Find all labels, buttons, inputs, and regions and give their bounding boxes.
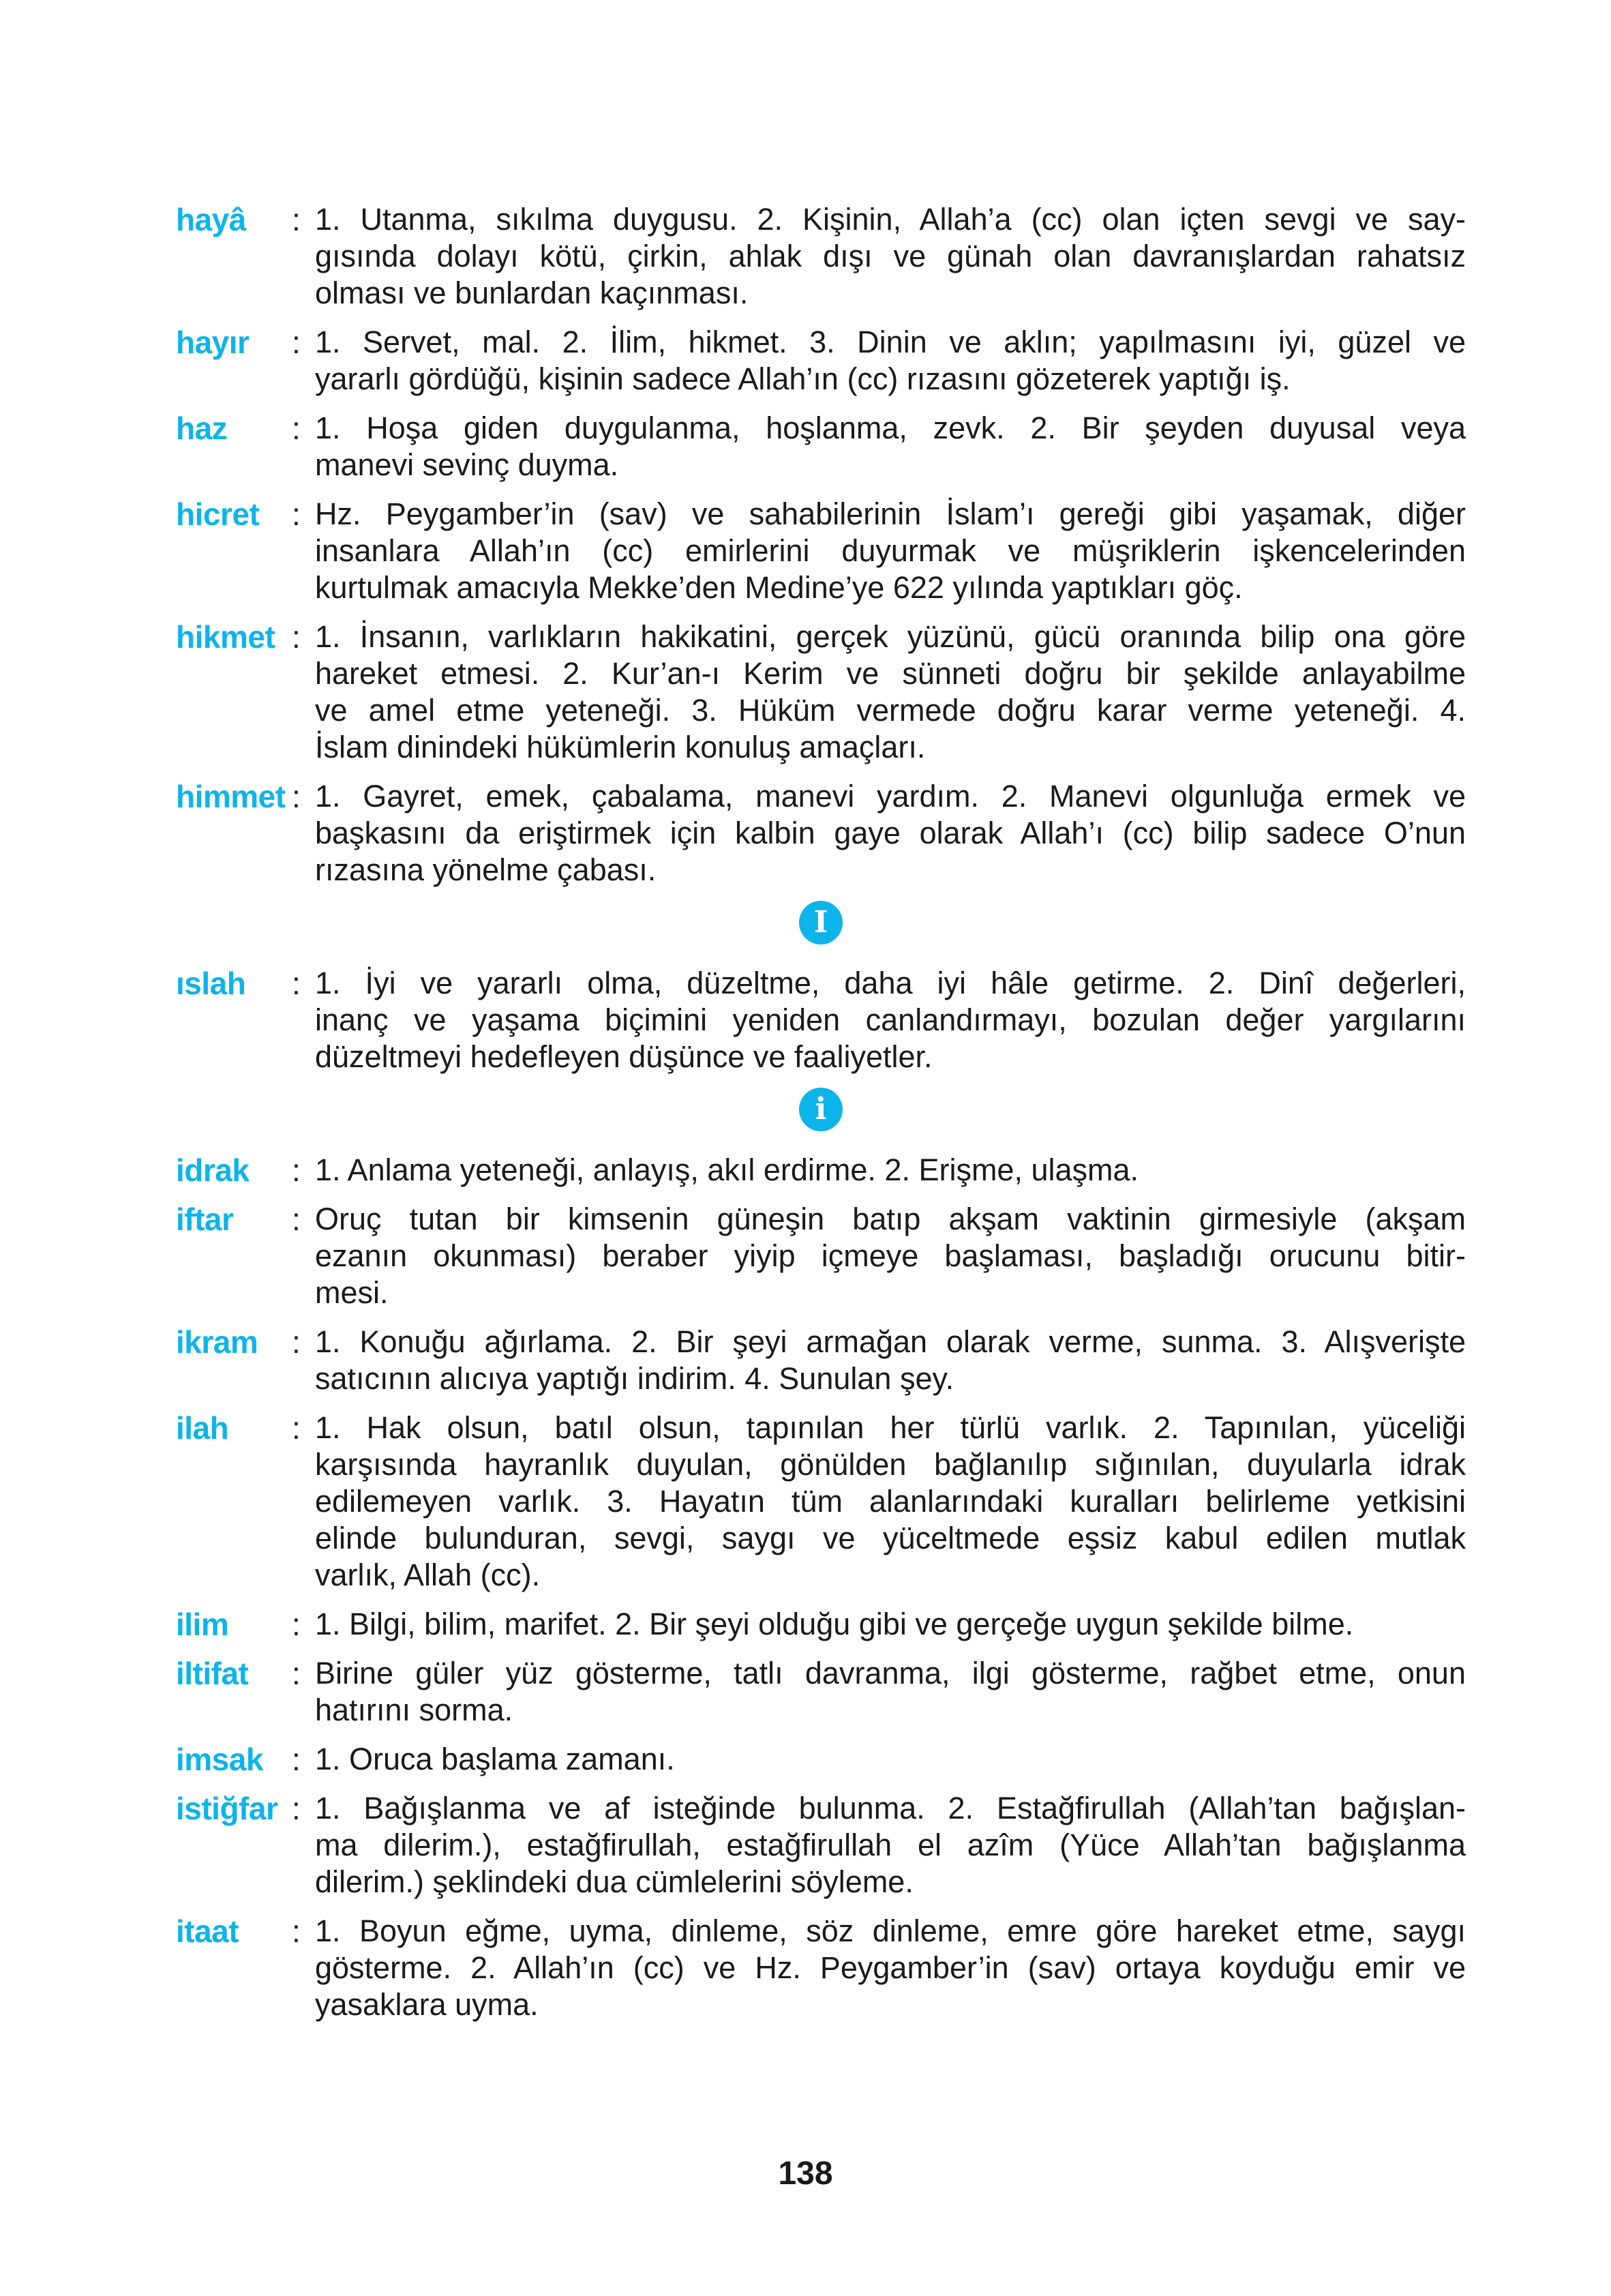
glossary-definition — [315, 1606, 1466, 1643]
term-separator: : — [292, 325, 301, 360]
glossary-definition — [315, 1790, 1466, 1900]
definition-line: gısında dolayı kötü, çirkin, ahlak dışı ve günah olan davranışlardan rahatsız — [315, 239, 1466, 273]
definition-line: karşısında hayranlık duyulan, gönülden bağlanılıp sığınılan, duyularla idrak — [315, 1447, 1466, 1482]
term-separator: : — [292, 1324, 301, 1360]
definition-line: hareket etmesi. 2. Kur’an-ı Kerim ve sünneti doğru bir şekilde anlayabilme — [315, 656, 1466, 691]
glossary-term: imsak — [176, 1742, 263, 1777]
term-separator: : — [292, 1152, 301, 1188]
definition-line: İslam dinindeki hükümlerin konuluş amaçları. — [315, 730, 926, 764]
letter-section-marker — [176, 901, 1466, 944]
glossary-term: iltifat — [176, 1656, 249, 1691]
glossary-entry — [176, 324, 1466, 398]
glossary-term: hicret — [176, 496, 260, 532]
definition-line: ve amel etme yeteneği. 3. Hüküm vermede doğru karar verme yeteneği. 4. — [315, 693, 1466, 728]
term-separator: : — [292, 1913, 301, 1949]
definition-line: 1. Konuğu ağırlama. 2. Bir şeyi armağan olarak verme, sunma. 3. Alışverişte — [315, 1324, 1466, 1359]
glossary-definition — [315, 1201, 1466, 1311]
definition-line: Oruç tutan bir kimsenin güneşin batıp akşam vaktinin girmesiyle (akşam — [315, 1202, 1466, 1236]
glossary-definition — [315, 965, 1466, 1075]
glossary-entry — [176, 618, 1466, 766]
glossary-definition — [315, 618, 1466, 766]
definition-line: insanlara Allah’ın (cc) emirlerini duyurmak ve müşriklerin işkencelerinden — [315, 533, 1466, 568]
definition-line: 1. Boyun eğme, uyma, dinleme, söz dinleme, emre göre hareket etme, saygı — [315, 1913, 1466, 1948]
term-separator: : — [292, 779, 301, 814]
glossary-term: idrak — [176, 1152, 250, 1188]
definition-line: kurtulmak amacıyla Mekke’den Medine’ye 622 yılında yaptıkları göç. — [315, 570, 1243, 605]
term-separator: : — [292, 966, 301, 1001]
term-separator: : — [292, 1656, 301, 1691]
glossary-term: ilah — [176, 1410, 229, 1446]
definition-line: edilemeyen varlık. 3. Hayatın tüm alanlarındaki kuralları belirleme yetkisini — [315, 1484, 1466, 1519]
term-separator: : — [292, 496, 301, 532]
glossary-definition — [315, 324, 1466, 398]
glossary-term: himmet — [176, 779, 286, 814]
glossary-entry — [176, 1913, 1466, 2023]
term-separator: : — [292, 619, 301, 655]
term-separator: : — [292, 202, 301, 237]
glossary-term: hayır — [176, 325, 250, 360]
definition-line: 1. Oruca başlama zamanı. — [315, 1742, 675, 1776]
definition-line: 1. Bilgi, bilim, marifet. 2. Bir şeyi olduğu gibi ve gerçeğe uygun şekilde bilme. — [315, 1607, 1354, 1641]
glossary-definition — [315, 778, 1466, 889]
term-separator: : — [292, 411, 301, 446]
definition-line: rızasına yönelme çabası. — [315, 852, 657, 887]
glossary-entry — [176, 1741, 1466, 1778]
glossary-term: ilim — [176, 1607, 229, 1642]
glossary-entry — [176, 1201, 1466, 1311]
glossary-entry — [176, 1152, 1466, 1189]
definition-line: 1. Gayret, emek, çabalama, manevi yardım. 2. Manevi olgunluğa ermek ve — [315, 779, 1466, 814]
definition-line: ezanın okunması) beraber yiyip içmeye başlaması, başladığı orucunu bitir- — [315, 1238, 1466, 1273]
definition-line: manevi sevinç duyma. — [315, 447, 619, 482]
glossary-term: haz — [176, 411, 228, 446]
definition-line: inanç ve yaşama biçimini yeniden canlandırmayı, bozulan değer yargılarını — [315, 1002, 1466, 1037]
definition-line: ma dilerim.), estağfirullah, estağfirullah el azîm (Yüce Allah’tan bağışlanma — [315, 1828, 1466, 1862]
definition-line: 1. Servet, mal. 2. İlim, hikmet. 3. Dinin ve aklın; yapılmasını iyi, güzel ve — [315, 325, 1466, 359]
glossary-entry — [176, 1655, 1466, 1729]
glossary-term: hayâ — [176, 202, 246, 237]
term-separator: : — [292, 1607, 301, 1642]
definition-line: düzeltmeyi hedefleyen düşünce ve faaliyetler. — [315, 1039, 933, 1074]
definition-line: 1. İyi ve yararlı olma, düzeltme, daha iyi hâle getirme. 2. Dinî değerleri, — [315, 966, 1466, 1000]
definition-line: mesi. — [315, 1275, 389, 1310]
letter-circle-icon: i — [799, 1088, 843, 1131]
glossary-entry — [176, 1324, 1466, 1397]
glossary-term: ıslah — [176, 966, 246, 1001]
glossary-entry — [176, 1606, 1466, 1643]
definition-line: başkasını da eriştirmek için kalbin gaye olarak Allah’ı (cc) bilip sadece O’nun — [315, 816, 1466, 850]
glossary-entry — [176, 496, 1466, 606]
glossary-definition — [315, 1410, 1466, 1594]
glossary-definition — [315, 1152, 1466, 1189]
glossary-term: ikram — [176, 1324, 258, 1360]
glossary-term: itaat — [176, 1913, 239, 1949]
glossary-definition — [315, 496, 1466, 606]
term-separator: : — [292, 1742, 301, 1777]
definition-line: yararlı gördüğü, kişinin sadece Allah’ın (cc) rızasını gözeterek yaptığı iş. — [315, 361, 1291, 396]
glossary-term: iftar — [176, 1202, 234, 1237]
term-separator: : — [292, 1202, 301, 1237]
glossary-definition — [315, 1741, 1466, 1778]
definition-line: 1. Hak olsun, batıl olsun, tapınılan her türlü varlık. 2. Tapınılan, yüceliği — [315, 1410, 1466, 1445]
definition-line: 1. Anlama yeteneği, anlayış, akıl erdirme. 2. Erişme, ulaşma. — [315, 1152, 1139, 1187]
glossary-definition — [315, 1655, 1466, 1729]
definition-line: dilerim.) şeklindeki dua cümlelerini söyleme. — [315, 1864, 914, 1899]
term-separator: : — [292, 1410, 301, 1446]
glossary-definition — [315, 410, 1466, 483]
letter-circle-icon: I — [799, 901, 843, 944]
page-number: 138 — [778, 2156, 833, 2192]
definition-line: elinde bulunduran, sevgi, saygı ve yüceltmede eşsiz kabul edilen mutlak — [315, 1521, 1466, 1555]
glossary-entry — [176, 410, 1466, 483]
definition-line: Birine güler yüz gösterme, tatlı davranma, ilgi gösterme, rağbet etme, onun — [315, 1656, 1466, 1690]
glossary-definition — [315, 201, 1466, 312]
definition-line: varlık, Allah (cc). — [315, 1557, 541, 1592]
definition-line: Hz. Peygamber’in (sav) ve sahabilerinin İslam’ı gereği gibi yaşamak, diğer — [315, 496, 1466, 531]
glossary-term: istiğfar — [176, 1791, 278, 1826]
definition-line: yasaklara uyma. — [315, 1987, 539, 2022]
glossary-list — [176, 201, 1466, 2036]
glossary-entry — [176, 1410, 1466, 1594]
glossary-definition — [315, 1324, 1466, 1397]
definition-line: gösterme. 2. Allah’ın (cc) ve Hz. Peygamber’in (sav) ortaya koyduğu emir ve — [315, 1950, 1466, 1985]
letter-section-marker — [176, 1088, 1466, 1131]
definition-line: hatırını sorma. — [315, 1693, 513, 1727]
glossary-entry — [176, 1790, 1466, 1900]
definition-line: satıcının alıcıya yaptığı indirim. 4. Sunulan şey. — [315, 1361, 954, 1396]
term-separator: : — [292, 1791, 301, 1826]
glossary-term: hikmet — [176, 619, 275, 655]
definition-line: 1. Utanma, sıkılma duygusu. 2. Kişinin, Allah’a (cc) olan içten sevgi ve say- — [315, 202, 1466, 237]
definition-line: 1. Bağışlanma ve af isteğinde bulunma. 2. Estağfirullah (Allah’tan bağışlan- — [315, 1791, 1466, 1825]
glossary-entry — [176, 778, 1466, 889]
glossary-entry — [176, 965, 1466, 1075]
glossary-definition — [315, 1913, 1466, 2023]
definition-line: 1. İnsanın, varlıkların hakikatini, gerçek yüzünü, gücü oranında bilip ona göre — [315, 619, 1466, 654]
definition-line: olması ve bunlardan kaçınması. — [315, 275, 749, 310]
glossary-entry — [176, 201, 1466, 312]
definition-line: 1. Hoşa giden duygulanma, hoşlanma, zevk. 2. Bir şeyden duyusal veya — [315, 411, 1466, 445]
